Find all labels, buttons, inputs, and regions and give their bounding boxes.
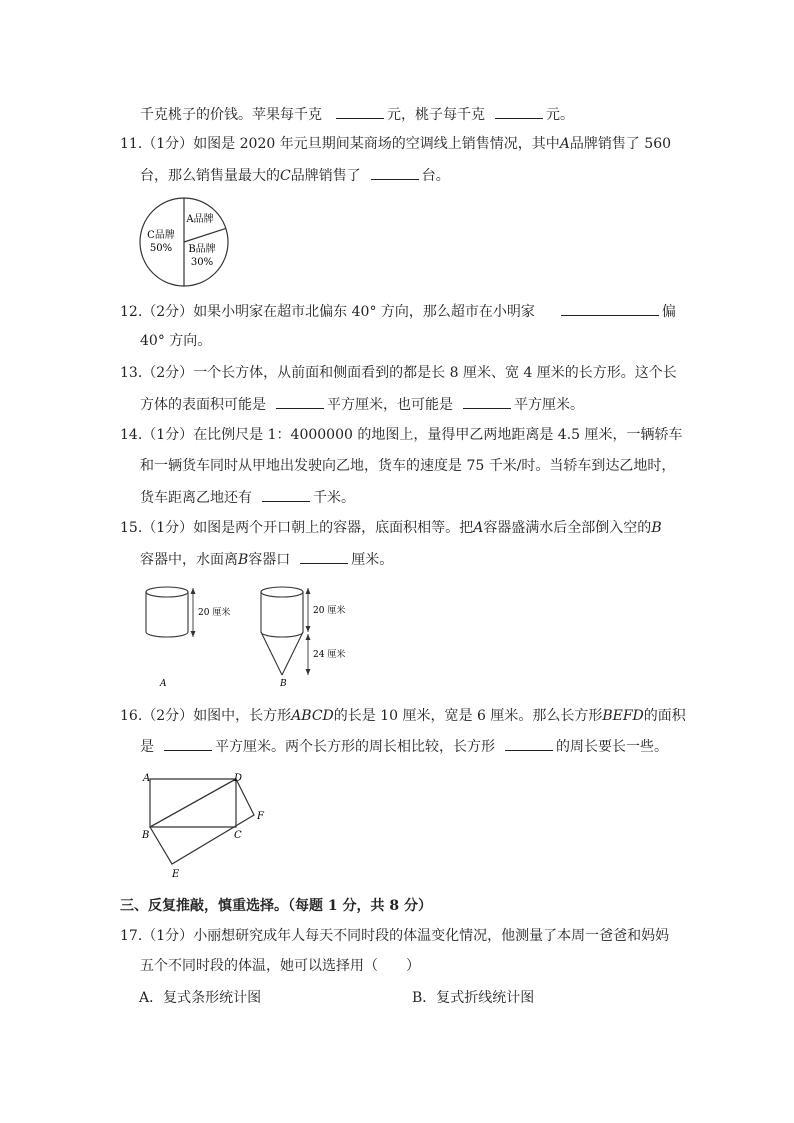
q15-blank[interactable] bbox=[300, 549, 348, 564]
q13-text-a: 方体的表面积可能是 bbox=[140, 397, 266, 413]
container-b-cone-height: 24 厘米 bbox=[313, 650, 346, 660]
q14-number: 14. bbox=[120, 427, 143, 443]
q16-rectangle-figure bbox=[138, 768, 272, 880]
q17-number: 17. bbox=[120, 928, 143, 944]
q12-blank[interactable] bbox=[561, 301, 659, 316]
q17-option-a[interactable]: A．复式条形统计图 bbox=[139, 990, 262, 1006]
q16-line1 bbox=[120, 706, 686, 726]
q17-option-b[interactable]: B．复式折线统计图 bbox=[412, 990, 535, 1006]
q16-blank-area[interactable] bbox=[164, 736, 212, 751]
q16-text-e: 平方厘米。两个长方形的周长相比较，长方形 bbox=[215, 739, 495, 755]
q17-line1 bbox=[120, 926, 669, 946]
q12-line2: 40° 方向。 bbox=[140, 333, 212, 349]
q11-text: 如图是 2020 年元旦期间某商场的空调线上销售情况，其中 bbox=[193, 136, 560, 152]
q13-blank-1[interactable] bbox=[276, 394, 324, 409]
q15-number: 15. bbox=[120, 520, 143, 536]
q11-number: 11. bbox=[120, 136, 143, 152]
q16-text-f: 的周长要长一些。 bbox=[556, 739, 668, 755]
q15-text-b: 容器盛满水后全部倒入空的 bbox=[483, 520, 652, 536]
q15-score: （1分） bbox=[142, 520, 194, 536]
q17-score: （1分） bbox=[142, 928, 194, 944]
point-f-label: F bbox=[257, 811, 264, 822]
container-b-top-height: 20 厘米 bbox=[313, 606, 346, 616]
q15-container-a: A bbox=[473, 520, 484, 536]
point-c-label: C bbox=[234, 830, 242, 841]
q16-score: （2分） bbox=[142, 708, 194, 724]
q16-number: 16. bbox=[120, 708, 143, 724]
q13-text-c: 平方厘米。 bbox=[514, 397, 584, 413]
q16-text-c: 的面积 bbox=[643, 708, 686, 724]
q13-text: 一个长方体，从前面和侧面看到的都是长 8 厘米、宽 4 厘米的长方形。这个长 bbox=[193, 365, 677, 381]
q13-blank-2[interactable] bbox=[463, 394, 511, 409]
q16-text-b: 的长是 10 厘米，宽是 6 厘米。那么长方形 bbox=[333, 708, 603, 724]
q14-text: 在比例尺是 1：4000000 的地图上，量得甲乙两地距离是 4.5 厘米，一辆轿车 bbox=[193, 427, 683, 443]
point-a-label: A bbox=[143, 773, 151, 784]
q16-text-d: 是 bbox=[140, 739, 154, 755]
q17-text: 小丽想研究成年人每天不同时段的体温变化情况，他测量了本周一爸爸和妈妈 bbox=[193, 928, 670, 944]
q11-pie-chart bbox=[138, 196, 234, 288]
q13-score: （2分） bbox=[142, 365, 194, 381]
container-a-label: A bbox=[160, 679, 167, 689]
q11-brand-a: A bbox=[559, 136, 570, 152]
q12-text: 如果小明家在超市北偏东 40° 方向，那么超市在小明家 bbox=[193, 304, 535, 320]
point-b-label: B bbox=[142, 830, 150, 841]
q10-blank-apple[interactable] bbox=[336, 104, 384, 119]
q15-line2 bbox=[140, 549, 393, 570]
q10-continuation bbox=[140, 104, 574, 125]
pie-label-a: A品牌 bbox=[186, 214, 214, 225]
q13-text-b: 平方厘米，也可能是 bbox=[327, 397, 453, 413]
q11-text-b: 品牌销售了 560 bbox=[569, 136, 672, 152]
q11-score: （1分） bbox=[142, 136, 194, 152]
section-3-title: 三、反复推敲，慎重选择。（每题 1 分，共 8 分） bbox=[120, 898, 432, 914]
q12-score: （2分） bbox=[142, 304, 194, 320]
q14-text-b: 千米。 bbox=[313, 490, 355, 506]
q11-text-c: 台，那么销售量最大的 bbox=[140, 168, 280, 184]
pie-value-b: 30% bbox=[190, 257, 214, 268]
q16-blank-rect[interactable] bbox=[505, 736, 553, 751]
q12-number: 12. bbox=[120, 304, 143, 320]
q14-blank[interactable] bbox=[262, 487, 310, 502]
q14-score: （1分） bbox=[142, 427, 194, 443]
q11-blank[interactable] bbox=[371, 165, 419, 180]
q15-text-e: 厘米。 bbox=[351, 552, 394, 568]
q11-brand-c: C bbox=[280, 168, 291, 184]
q14-line3 bbox=[140, 487, 355, 508]
q14-line1 bbox=[120, 425, 683, 445]
q11-text-d: 品牌销售了 bbox=[290, 168, 361, 184]
q11-text-e: 台。 bbox=[421, 168, 450, 184]
q15-text-a: 如图是两个开口朝上的容器，底面积相等。把 bbox=[193, 520, 474, 536]
pie-slice-divider bbox=[184, 228, 226, 242]
q15-container-b-ref: B bbox=[238, 552, 249, 568]
q16-rect-befd: BEFD bbox=[602, 708, 644, 724]
q12-text-b: 偏 bbox=[661, 304, 676, 320]
point-e-label: E bbox=[172, 869, 180, 880]
pie-label-c: C品牌 bbox=[147, 230, 175, 241]
q10-text-b: 元，桃子每千克 bbox=[387, 107, 485, 123]
q15-container-b: B bbox=[651, 520, 662, 536]
q11-line2 bbox=[140, 165, 450, 186]
q13-line2 bbox=[140, 394, 584, 415]
point-d-label: D bbox=[234, 773, 243, 784]
pie-label-b: B品牌 bbox=[188, 244, 216, 255]
q13-line1 bbox=[120, 363, 677, 383]
container-a-height: 20 厘米 bbox=[198, 608, 231, 618]
container-b-label: B bbox=[280, 679, 287, 689]
q14-line2: 和一辆货车同时从甲地出发驶向乙地，货车的速度是 75 千米/时。当轿车到达乙地时， bbox=[140, 458, 676, 474]
q10-blank-peach[interactable] bbox=[495, 104, 543, 119]
q10-text-c: 元。 bbox=[546, 107, 574, 123]
q11-line1 bbox=[120, 134, 671, 154]
q15-text-d: 容器口 bbox=[248, 552, 291, 568]
q14-text-a: 货车距离乙地还有 bbox=[140, 490, 252, 506]
q10-text-a: 千克桃子的价钱。苹果每千克 bbox=[140, 107, 322, 123]
q15-text-c: 容器中，水面离 bbox=[140, 552, 238, 568]
q16-line2 bbox=[140, 736, 668, 757]
pie-value-c: 50% bbox=[149, 243, 173, 254]
q16-rect-abcd: ABCD bbox=[291, 708, 334, 724]
q12-line1 bbox=[120, 301, 676, 322]
q15-container-figure bbox=[140, 582, 360, 690]
q17-line2: 五个不同时段的体温，她可以选择用（ ） bbox=[140, 958, 420, 974]
q16-text-a: 如图中，长方形 bbox=[193, 708, 292, 724]
q13-number: 13. bbox=[120, 365, 143, 381]
q15-line1 bbox=[120, 518, 662, 538]
